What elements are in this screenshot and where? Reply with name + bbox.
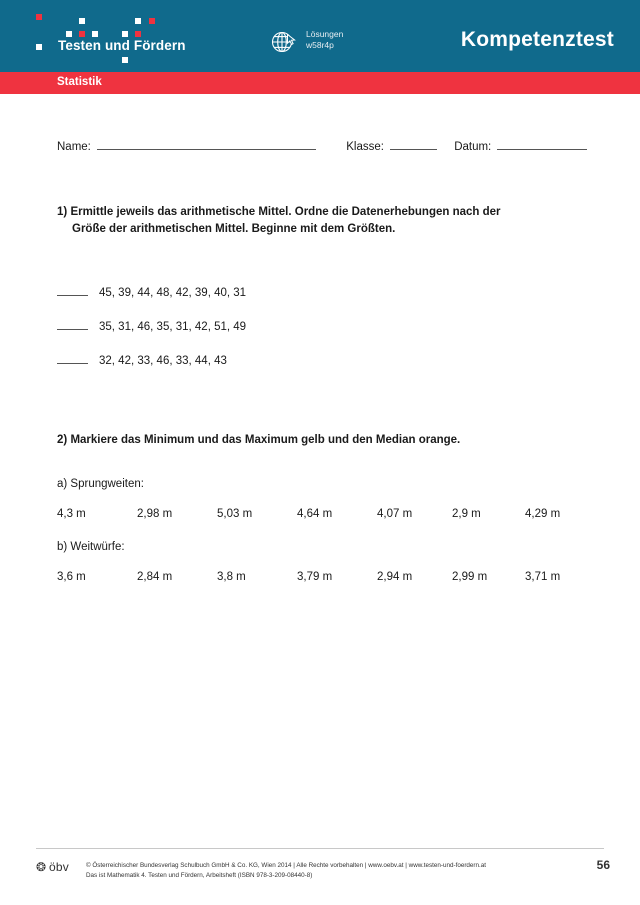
measurement-value[interactable]: 3,71 m <box>525 571 561 583</box>
publisher-name: öbv <box>49 860 69 874</box>
task-1 <box>57 204 577 238</box>
logo-square <box>122 57 128 63</box>
logo-square <box>149 18 155 24</box>
name-input[interactable] <box>97 138 316 150</box>
page-number: 56 <box>596 858 610 872</box>
logo-square <box>66 31 72 37</box>
section-title: Statistik <box>57 76 102 88</box>
task-2-number: 2) <box>57 434 68 446</box>
task-1-number: 1) <box>57 206 68 218</box>
section-banner <box>0 72 640 94</box>
solutions-word: Lösungen <box>306 29 344 39</box>
logo-square <box>122 31 128 37</box>
measurement-value[interactable]: 3,8 m <box>217 571 246 583</box>
measurement-value[interactable]: 3,6 m <box>57 571 86 583</box>
copyright-line-1: © Österreichischer Bundesverlag Schulbuch GmbH & Co. KG, Wien 2014 | Alle Rechte vorbehalten | www.oebv.at | www.testen-und-foerdern.at <box>86 862 487 869</box>
footer-copyright <box>86 861 556 880</box>
task-1-text-line2: Größe der arithmetischen Mittel. Beginne mit dem Größten. <box>72 223 396 235</box>
brand-name: Testen und Fördern <box>58 38 186 53</box>
logo-square <box>36 44 42 50</box>
publisher-logo <box>36 860 82 876</box>
dataset-values: 35, 31, 46, 35, 31, 42, 51, 49 <box>99 321 247 333</box>
task-1-text-line1: Ermittle jeweils das arithmetische Mittel. Ordne die Datenerhebungen nach der <box>70 206 501 218</box>
logo-square <box>79 18 85 24</box>
answer-row <box>57 318 246 333</box>
asterisk-icon: ❂ <box>36 860 47 874</box>
subtask-b-label: b) Weitwürfe: <box>57 541 125 553</box>
footer-divider <box>36 848 604 849</box>
answer-row <box>57 284 246 299</box>
answer-row <box>57 352 227 367</box>
rank-blank-input[interactable] <box>57 318 88 330</box>
worksheet-body <box>0 94 640 834</box>
brand-logo <box>36 14 216 60</box>
class-label: Klasse: <box>346 141 384 153</box>
solutions-code: w58r4p <box>306 40 334 50</box>
measurement-value[interactable]: 4,64 m <box>297 508 333 520</box>
logo-square <box>92 31 98 37</box>
copyright-line-2: Das ist Mathematik 4. Testen und Fördern, Arbeitsheft (ISBN 978-3-209-08440-8) <box>86 871 313 879</box>
subtask-a-label: a) Sprungweiten: <box>57 478 144 490</box>
page-title: Kompetenztest <box>460 28 614 51</box>
name-label: Name: <box>57 141 91 153</box>
globe-icon <box>270 28 298 56</box>
rank-blank-input[interactable] <box>57 284 88 296</box>
measurement-value[interactable]: 4,29 m <box>525 508 561 520</box>
task-2-text: Markiere das Minimum und das Maximum gelb und den Median orange. <box>70 434 461 446</box>
rank-blank-input[interactable] <box>57 352 88 364</box>
measurement-value[interactable]: 2,9 m <box>452 508 481 520</box>
online-solutions-block[interactable] <box>270 28 390 62</box>
measurement-value[interactable]: 4,3 m <box>57 508 86 520</box>
student-meta-line <box>57 138 587 153</box>
date-label: Datum: <box>454 141 492 153</box>
measurement-value[interactable]: 5,03 m <box>217 508 253 520</box>
measurement-value[interactable]: 4,07 m <box>377 508 413 520</box>
measurement-value[interactable]: 2,98 m <box>137 508 173 520</box>
measurement-value[interactable]: 2,94 m <box>377 571 413 583</box>
task-2 <box>57 432 577 449</box>
page-header <box>0 0 640 72</box>
measurement-value[interactable]: 2,84 m <box>137 571 173 583</box>
logo-square <box>135 18 141 24</box>
logo-square <box>135 31 141 37</box>
measurement-value[interactable]: 2,99 m <box>452 571 488 583</box>
dataset-values: 45, 39, 44, 48, 42, 39, 40, 31 <box>99 287 247 299</box>
class-input[interactable] <box>390 138 437 150</box>
logo-square <box>79 31 85 37</box>
measurement-value[interactable]: 3,79 m <box>297 571 333 583</box>
online-solutions-label <box>306 29 343 51</box>
logo-square <box>36 14 42 20</box>
date-input[interactable] <box>497 138 587 150</box>
dataset-values: 32, 42, 33, 46, 33, 44, 43 <box>99 355 227 367</box>
